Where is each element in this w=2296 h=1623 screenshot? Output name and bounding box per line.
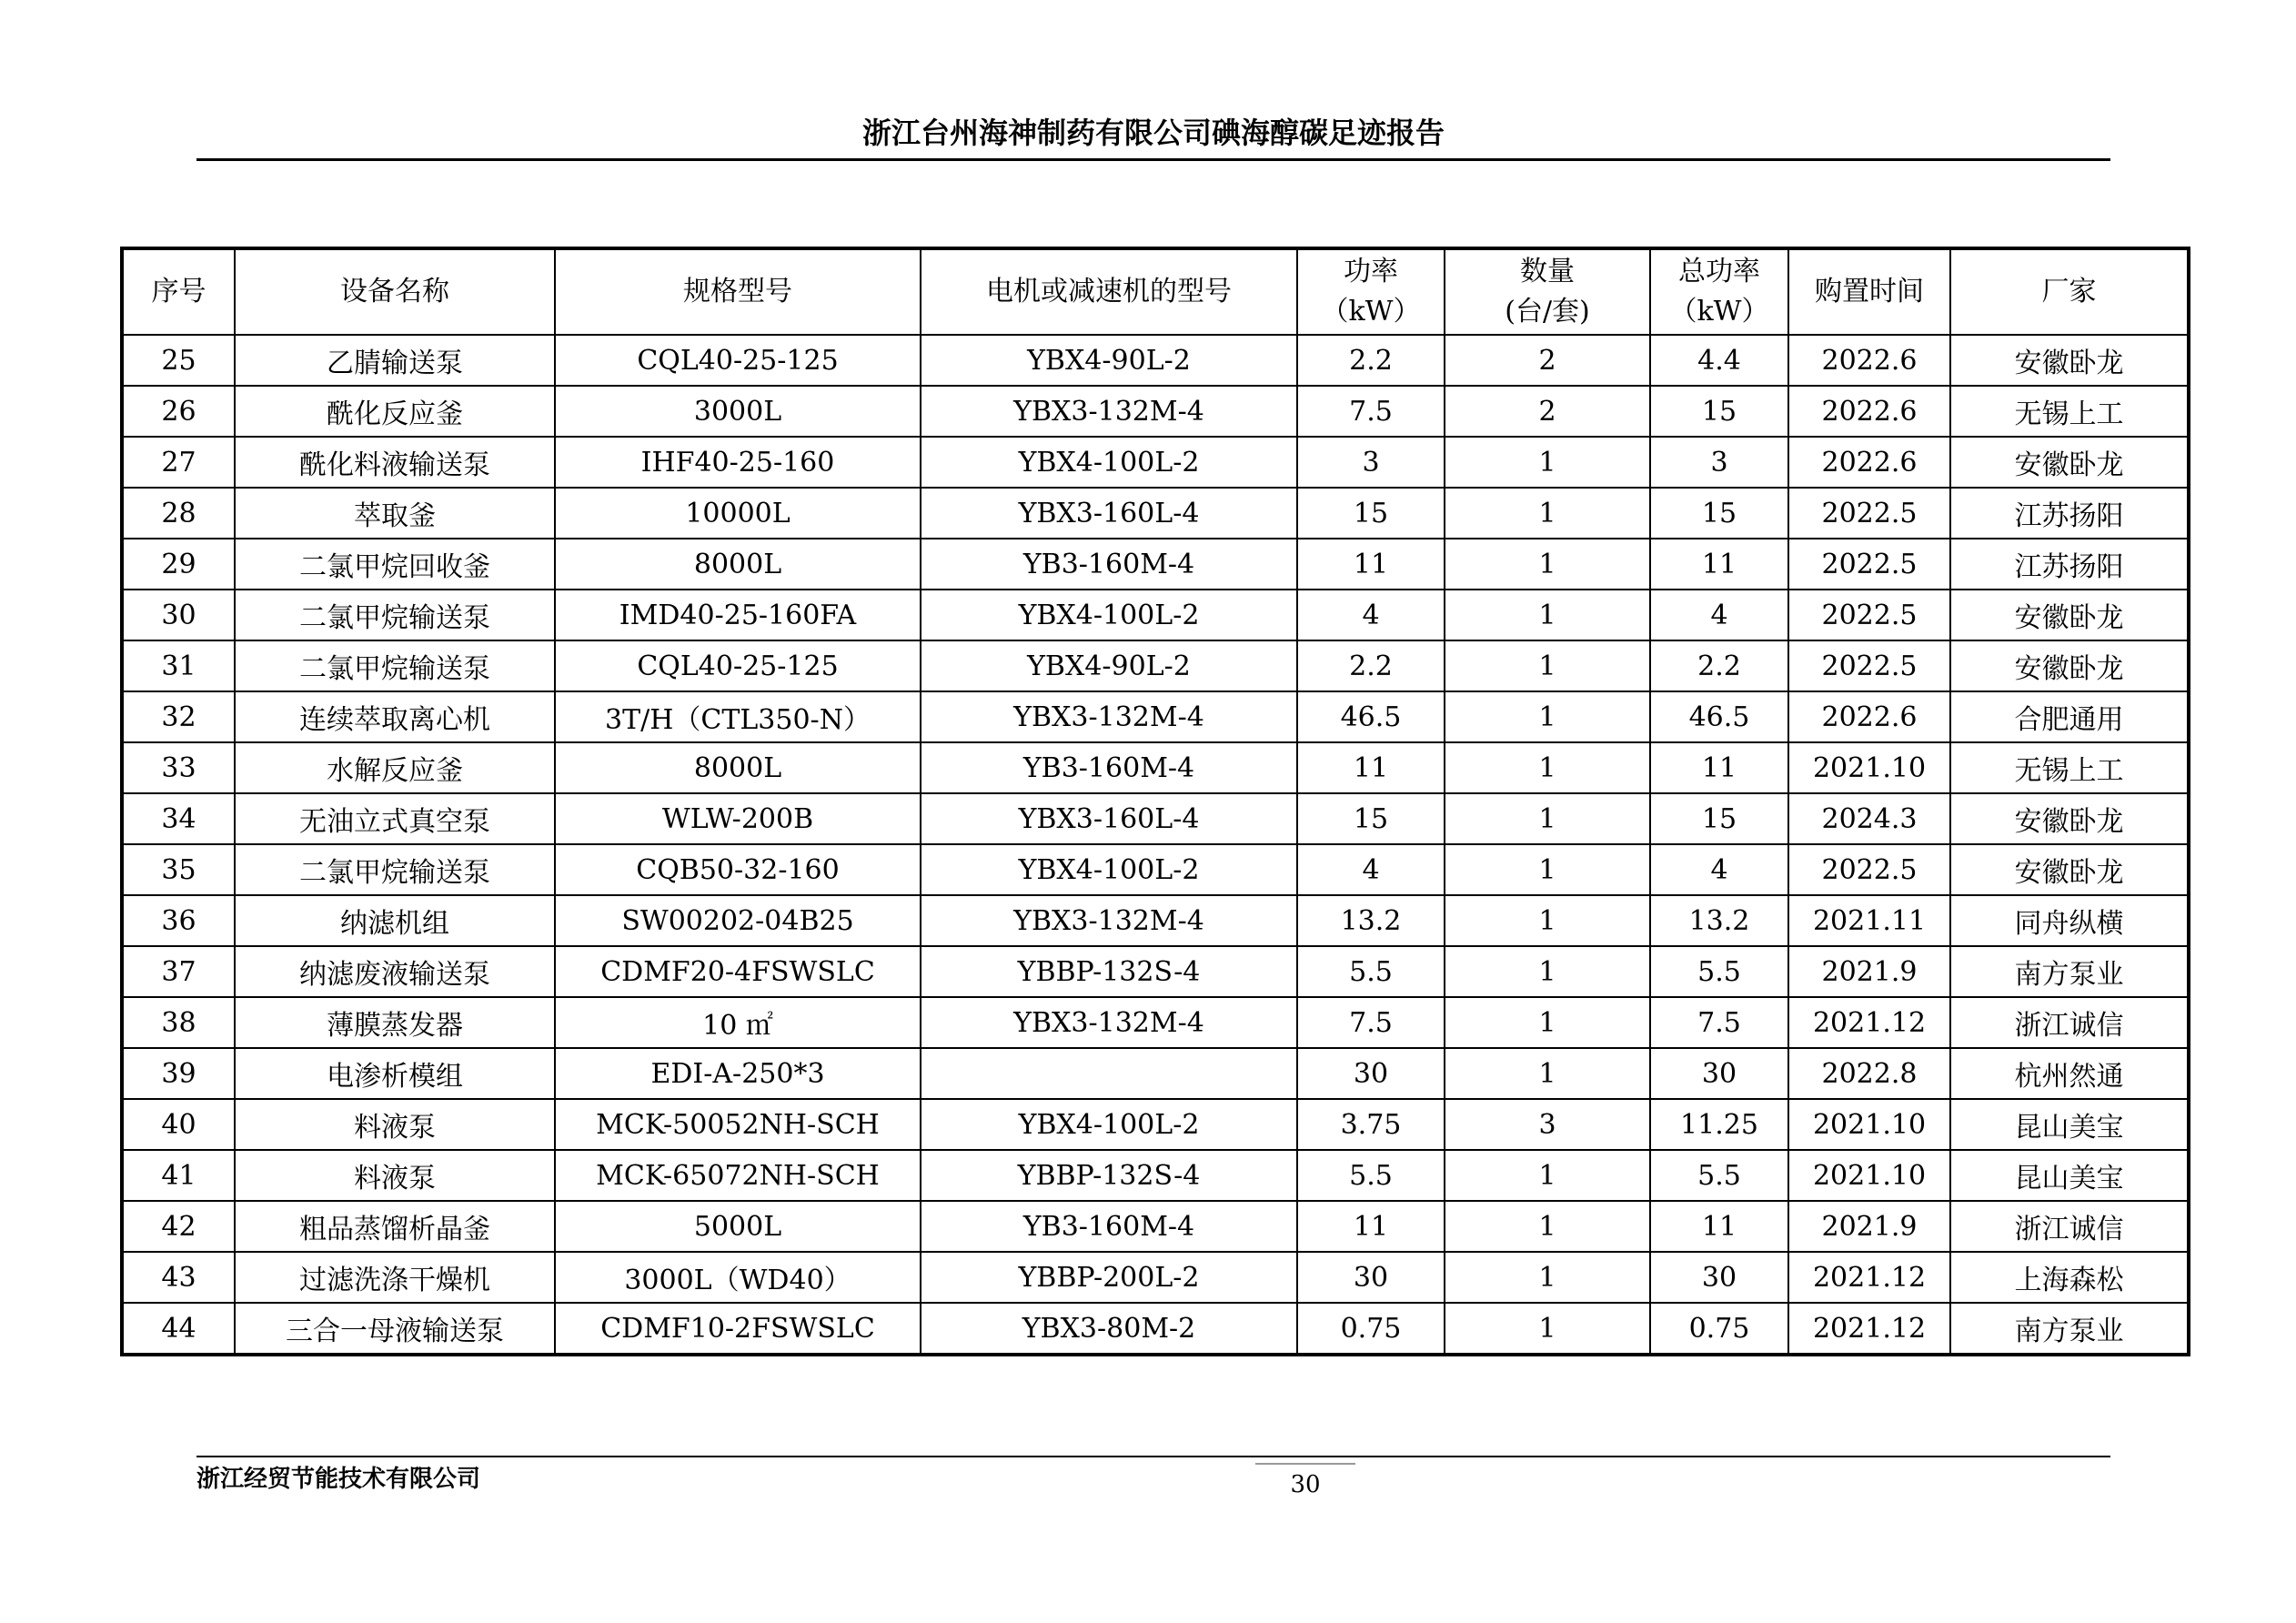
cell-power: 30: [1297, 1252, 1445, 1303]
cell-manufacturer: 安徽卧龙: [1950, 590, 2189, 640]
cell-motor-model: YB3-160M-4: [921, 742, 1297, 793]
cell-power: 2.2: [1297, 640, 1445, 691]
cell-equipment-name: 料液泵: [235, 1150, 555, 1201]
cell-total-power: 4: [1650, 844, 1788, 895]
cell-manufacturer: 上海森松: [1950, 1252, 2189, 1303]
cell-power: 13.2: [1297, 895, 1445, 946]
table-row: [122, 1099, 2189, 1150]
table-row: [122, 640, 2189, 691]
cell-total-power: 30: [1650, 1252, 1788, 1303]
cell-manufacturer: 安徽卧龙: [1950, 640, 2189, 691]
cell-equipment-name: 无油立式真空泵: [235, 793, 555, 844]
cell-quantity: 1: [1445, 946, 1650, 997]
cell-motor-model: YBX3-80M-2: [921, 1303, 1297, 1355]
cell-equipment-name: 粗品蒸馏析晶釜: [235, 1201, 555, 1252]
cell-index: 37: [122, 946, 235, 997]
cell-equipment-name: 酰化反应釜: [235, 386, 555, 437]
cell-equipment-name: 连续萃取离心机: [235, 691, 555, 742]
cell-purchase-date: 2021.12: [1788, 1303, 1950, 1355]
cell-motor-model: YBX4-100L-2: [921, 437, 1297, 488]
cell-index: 25: [122, 335, 235, 386]
cell-total-power: 30: [1650, 1048, 1788, 1099]
cell-equipment-name: 酰化料液输送泵: [235, 437, 555, 488]
cell-manufacturer: 浙江诚信: [1950, 1201, 2189, 1252]
cell-spec-model: 10 ㎡: [555, 997, 921, 1048]
column-header-line2: (台/套): [1505, 296, 1590, 328]
cell-spec-model: 3000L（WD40）: [555, 1252, 921, 1303]
cell-purchase-date: 2022.5: [1788, 844, 1950, 895]
cell-spec-model: 10000L: [555, 488, 921, 539]
cell-index: 39: [122, 1048, 235, 1099]
cell-index: 33: [122, 742, 235, 793]
cell-equipment-name: 纳滤废液输送泵: [235, 946, 555, 997]
cell-total-power: 11: [1650, 1201, 1788, 1252]
cell-manufacturer: 无锡上工: [1950, 742, 2189, 793]
cell-total-power: 11: [1650, 539, 1788, 590]
column-header-line2: （kW）: [1669, 296, 1769, 328]
column-header: [555, 248, 921, 335]
cell-manufacturer: 安徽卧龙: [1950, 844, 2189, 895]
cell-quantity: 1: [1445, 539, 1650, 590]
cell-equipment-name: 水解反应釜: [235, 742, 555, 793]
cell-power: 0.75: [1297, 1303, 1445, 1355]
cell-purchase-date: 2022.5: [1788, 590, 1950, 640]
table-header-row: [122, 248, 2189, 335]
cell-manufacturer: 浙江诚信: [1950, 997, 2189, 1048]
table-row: [122, 1201, 2189, 1252]
column-header-line1: 总功率: [1678, 256, 1760, 287]
cell-index: 42: [122, 1201, 235, 1252]
cell-motor-model: YBX4-100L-2: [921, 590, 1297, 640]
page-header: [196, 107, 2110, 161]
cell-equipment-name: 二氯甲烷输送泵: [235, 590, 555, 640]
column-header: [1788, 248, 1950, 335]
table-row: [122, 742, 2189, 793]
cell-equipment-name: 萃取釜: [235, 488, 555, 539]
cell-quantity: 1: [1445, 742, 1650, 793]
cell-power: 3.75: [1297, 1099, 1445, 1150]
table-row: [122, 1150, 2189, 1201]
cell-purchase-date: 2022.6: [1788, 386, 1950, 437]
cell-spec-model: MCK-65072NH-SCH: [555, 1150, 921, 1201]
cell-purchase-date: 2022.6: [1788, 437, 1950, 488]
cell-spec-model: 3T/H（CTL350-N）: [555, 691, 921, 742]
cell-quantity: 1: [1445, 1252, 1650, 1303]
cell-total-power: 13.2: [1650, 895, 1788, 946]
cell-manufacturer: 无锡上工: [1950, 386, 2189, 437]
cell-motor-model: YBBP-200L-2: [921, 1252, 1297, 1303]
cell-purchase-date: 2021.9: [1788, 946, 1950, 997]
cell-spec-model: 5000L: [555, 1201, 921, 1252]
cell-index: 28: [122, 488, 235, 539]
cell-equipment-name: 二氯甲烷输送泵: [235, 844, 555, 895]
cell-total-power: 3: [1650, 437, 1788, 488]
cell-power: 30: [1297, 1048, 1445, 1099]
cell-purchase-date: 2021.9: [1788, 1201, 1950, 1252]
cell-index: 30: [122, 590, 235, 640]
cell-total-power: 11: [1650, 742, 1788, 793]
cell-index: 26: [122, 386, 235, 437]
cell-manufacturer: 昆山美宝: [1950, 1150, 2189, 1201]
cell-spec-model: CDMF20-4FSWSLC: [555, 946, 921, 997]
cell-index: 29: [122, 539, 235, 590]
cell-total-power: 2.2: [1650, 640, 1788, 691]
table-row: [122, 590, 2189, 640]
cell-motor-model: YBX3-132M-4: [921, 895, 1297, 946]
column-header: [235, 248, 555, 335]
cell-total-power: 5.5: [1650, 1150, 1788, 1201]
cell-power: 7.5: [1297, 997, 1445, 1048]
cell-purchase-date: 2022.5: [1788, 640, 1950, 691]
column-header-line1: 设备名称: [340, 276, 449, 307]
cell-equipment-name: 电渗析模组: [235, 1048, 555, 1099]
cell-equipment-name: 薄膜蒸发器: [235, 997, 555, 1048]
cell-motor-model: YBX3-132M-4: [921, 691, 1297, 742]
cell-index: 35: [122, 844, 235, 895]
cell-index: 27: [122, 437, 235, 488]
cell-power: 2.2: [1297, 335, 1445, 386]
cell-manufacturer: 昆山美宝: [1950, 1099, 2189, 1150]
column-header-line1: 电机或减速机的型号: [986, 276, 1232, 307]
cell-power: 15: [1297, 793, 1445, 844]
cell-purchase-date: 2022.8: [1788, 1048, 1950, 1099]
cell-purchase-date: 2022.5: [1788, 539, 1950, 590]
cell-motor-model: YBX4-90L-2: [921, 640, 1297, 691]
column-header-line2: （kW）: [1321, 296, 1421, 328]
cell-equipment-name: 纳滤机组: [235, 895, 555, 946]
cell-motor-model: YBBP-132S-4: [921, 946, 1297, 997]
cell-motor-model: YBX3-160L-4: [921, 793, 1297, 844]
cell-quantity: 1: [1445, 437, 1650, 488]
column-header-line1: 功率: [1344, 256, 1398, 287]
cell-manufacturer: 同舟纵横: [1950, 895, 2189, 946]
cell-spec-model: 3000L: [555, 386, 921, 437]
cell-power: 11: [1297, 539, 1445, 590]
cell-spec-model: CDMF10-2FSWSLC: [555, 1303, 921, 1355]
cell-purchase-date: 2022.5: [1788, 488, 1950, 539]
cell-total-power: 4.4: [1650, 335, 1788, 386]
table-body: [122, 335, 2189, 1355]
column-header: [1445, 248, 1650, 335]
report-title: 浙江台州海神制药有限公司碘海醇碳足迹报告: [861, 116, 1445, 150]
table-row: [122, 437, 2189, 488]
cell-quantity: 1: [1445, 997, 1650, 1048]
table-row: [122, 997, 2189, 1048]
cell-quantity: 2: [1445, 335, 1650, 386]
cell-manufacturer: 南方泵业: [1950, 1303, 2189, 1355]
cell-index: 32: [122, 691, 235, 742]
table-row: [122, 691, 2189, 742]
cell-power: 4: [1297, 844, 1445, 895]
cell-motor-model: YB3-160M-4: [921, 1201, 1297, 1252]
cell-spec-model: CQL40-25-125: [555, 640, 921, 691]
cell-quantity: 1: [1445, 1048, 1650, 1099]
cell-quantity: 1: [1445, 1150, 1650, 1201]
cell-manufacturer: 杭州然通: [1950, 1048, 2189, 1099]
cell-quantity: 1: [1445, 640, 1650, 691]
column-header: [1297, 248, 1445, 335]
cell-power: 15: [1297, 488, 1445, 539]
column-header-line1: 厂家: [2041, 276, 2097, 307]
cell-spec-model: MCK-50052NH-SCH: [555, 1099, 921, 1150]
cell-equipment-name: 三合一母液输送泵: [235, 1303, 555, 1355]
cell-index: 44: [122, 1303, 235, 1355]
footer-company: 浙江经贸节能技术有限公司: [196, 1466, 481, 1493]
cell-manufacturer: 安徽卧龙: [1950, 437, 2189, 488]
cell-motor-model: YBX3-132M-4: [921, 997, 1297, 1048]
cell-power: 7.5: [1297, 386, 1445, 437]
cell-manufacturer: 江苏扬阳: [1950, 488, 2189, 539]
cell-motor-model: [921, 1048, 1297, 1099]
cell-purchase-date: 2021.10: [1788, 1099, 1950, 1150]
cell-equipment-name: 乙腈输送泵: [235, 335, 555, 386]
column-header: [122, 248, 235, 335]
table-row: [122, 386, 2189, 437]
cell-manufacturer: 南方泵业: [1950, 946, 2189, 997]
cell-quantity: 3: [1445, 1099, 1650, 1150]
cell-purchase-date: 2021.12: [1788, 1252, 1950, 1303]
cell-index: 43: [122, 1252, 235, 1303]
column-header-line1: 购置时间: [1815, 276, 1924, 307]
cell-power: 5.5: [1297, 1150, 1445, 1201]
cell-spec-model: WLW-200B: [555, 793, 921, 844]
cell-purchase-date: 2022.6: [1788, 335, 1950, 386]
equipment-table-container: [120, 247, 2187, 1356]
column-header-line1: 数量: [1520, 256, 1575, 287]
cell-quantity: 1: [1445, 793, 1650, 844]
cell-spec-model: 8000L: [555, 539, 921, 590]
cell-purchase-date: 2024.3: [1788, 793, 1950, 844]
table-row: [122, 488, 2189, 539]
cell-motor-model: YBX3-132M-4: [921, 386, 1297, 437]
table-row: [122, 946, 2189, 997]
footer-divider: [196, 1456, 2110, 1457]
cell-total-power: 15: [1650, 488, 1788, 539]
cell-equipment-name: 料液泵: [235, 1099, 555, 1150]
cell-power: 11: [1297, 1201, 1445, 1252]
table-row: [122, 1252, 2189, 1303]
cell-motor-model: YB3-160M-4: [921, 539, 1297, 590]
cell-index: 38: [122, 997, 235, 1048]
cell-quantity: 1: [1445, 590, 1650, 640]
cell-spec-model: 8000L: [555, 742, 921, 793]
cell-total-power: 0.75: [1650, 1303, 1788, 1355]
cell-spec-model: IMD40-25-160FA: [555, 590, 921, 640]
cell-motor-model: YBX4-100L-2: [921, 1099, 1297, 1150]
table-row: [122, 1048, 2189, 1099]
cell-total-power: 11.25: [1650, 1099, 1788, 1150]
cell-power: 5.5: [1297, 946, 1445, 997]
cell-index: 31: [122, 640, 235, 691]
cell-quantity: 1: [1445, 488, 1650, 539]
cell-spec-model: IHF40-25-160: [555, 437, 921, 488]
cell-equipment-name: 二氯甲烷回收釜: [235, 539, 555, 590]
cell-index: 40: [122, 1099, 235, 1150]
cell-total-power: 15: [1650, 793, 1788, 844]
cell-motor-model: YBBP-132S-4: [921, 1150, 1297, 1201]
cell-purchase-date: 2021.10: [1788, 742, 1950, 793]
column-header: [1650, 248, 1788, 335]
cell-motor-model: YBX4-100L-2: [921, 844, 1297, 895]
cell-index: 36: [122, 895, 235, 946]
column-header: [921, 248, 1297, 335]
cell-spec-model: CQL40-25-125: [555, 335, 921, 386]
cell-quantity: 1: [1445, 1303, 1650, 1355]
cell-manufacturer: 安徽卧龙: [1950, 335, 2189, 386]
cell-manufacturer: 合肥通用: [1950, 691, 2189, 742]
table-row: [122, 844, 2189, 895]
cell-purchase-date: 2021.12: [1788, 997, 1950, 1048]
cell-purchase-date: 2021.10: [1788, 1150, 1950, 1201]
cell-total-power: 46.5: [1650, 691, 1788, 742]
cell-manufacturer: 安徽卧龙: [1950, 793, 2189, 844]
page-number: 30: [1255, 1463, 1355, 1501]
column-header-line1: 序号: [151, 276, 206, 307]
table-row: [122, 895, 2189, 946]
table-row: [122, 539, 2189, 590]
cell-index: 41: [122, 1150, 235, 1201]
cell-quantity: 1: [1445, 1201, 1650, 1252]
cell-power: 11: [1297, 742, 1445, 793]
cell-motor-model: YBX3-160L-4: [921, 488, 1297, 539]
cell-index: 34: [122, 793, 235, 844]
column-header: [1950, 248, 2189, 335]
cell-total-power: 7.5: [1650, 997, 1788, 1048]
column-header-line1: 规格型号: [683, 276, 792, 307]
cell-motor-model: YBX4-90L-2: [921, 335, 1297, 386]
cell-total-power: 4: [1650, 590, 1788, 640]
cell-quantity: 1: [1445, 844, 1650, 895]
cell-power: 3: [1297, 437, 1445, 488]
cell-total-power: 5.5: [1650, 946, 1788, 997]
table-row: [122, 793, 2189, 844]
cell-quantity: 1: [1445, 691, 1650, 742]
cell-quantity: 2: [1445, 386, 1650, 437]
cell-equipment-name: 过滤洗涤干燥机: [235, 1252, 555, 1303]
cell-purchase-date: 2021.11: [1788, 895, 1950, 946]
equipment-table: [120, 247, 2190, 1356]
cell-quantity: 1: [1445, 895, 1650, 946]
cell-spec-model: EDI-A-250*3: [555, 1048, 921, 1099]
table-row: [122, 335, 2189, 386]
cell-spec-model: CQB50-32-160: [555, 844, 921, 895]
cell-total-power: 15: [1650, 386, 1788, 437]
cell-power: 4: [1297, 590, 1445, 640]
table-row: [122, 1303, 2189, 1355]
cell-purchase-date: 2022.6: [1788, 691, 1950, 742]
cell-equipment-name: 二氯甲烷输送泵: [235, 640, 555, 691]
cell-manufacturer: 江苏扬阳: [1950, 539, 2189, 590]
cell-power: 46.5: [1297, 691, 1445, 742]
cell-spec-model: SW00202-04B25: [555, 895, 921, 946]
